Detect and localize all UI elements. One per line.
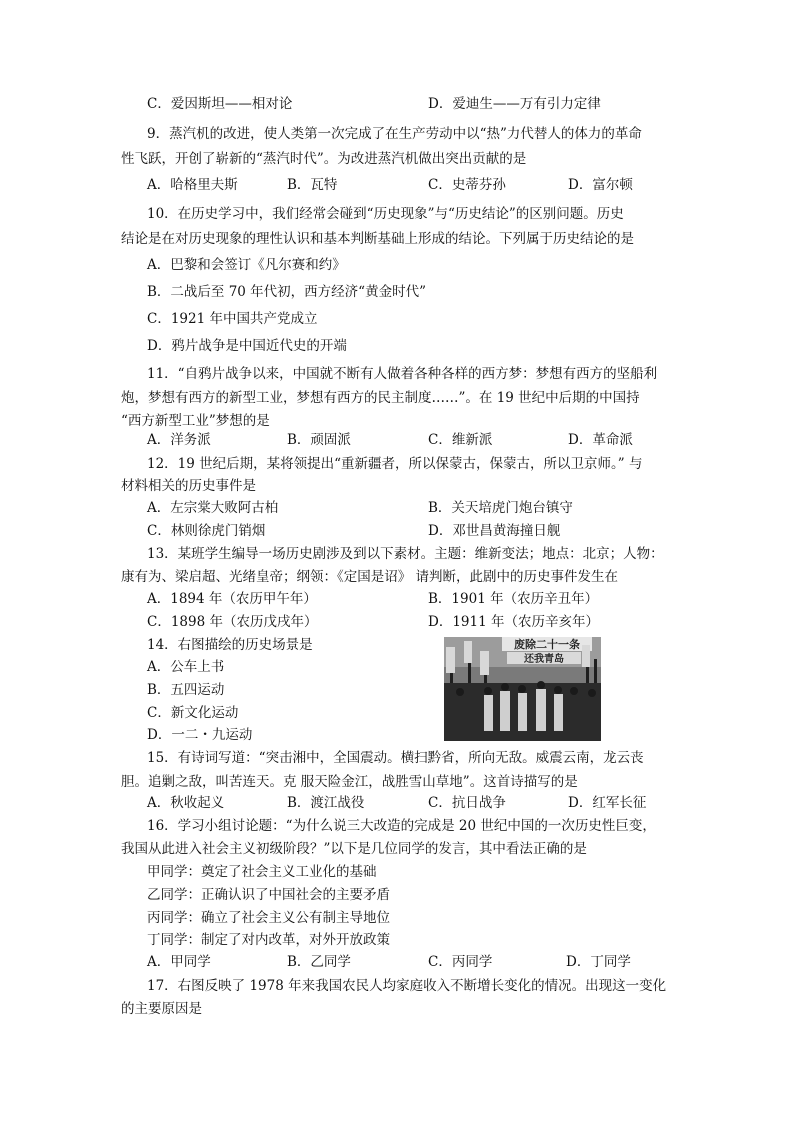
q11-stem-line2: 炮，梦想有西方的新型工业，梦想有西方的民主制度……”。在 19 世纪中后期的中国持 <box>121 390 640 406</box>
q11-option-c: C．维新派 <box>428 432 493 448</box>
q11-stem-line3: “西方新型工业”梦想的是 <box>121 413 270 429</box>
q16-option-a: A．甲同学 <box>147 954 211 970</box>
q9-option-d: D．富尔顿 <box>568 177 633 193</box>
q14-option-c: C．新文化运动 <box>147 705 239 721</box>
q9-option-b: B．瓦特 <box>287 177 338 193</box>
q11-stem-line1: 11．“自鸦片战争以来，中国就不断有人做着各种各样的西方梦：梦想有西方的坚船利 <box>147 366 658 382</box>
q12-stem-line1: 12．19 世纪后期，某将领提出“重新疆者，所以保蒙古，保蒙古，所以卫京师。” 与 <box>147 456 643 472</box>
q9-option-c: C．史蒂芬孙 <box>428 177 506 193</box>
q16-statement-bing: 丙同学：确立了社会主义公有制主导地位 <box>147 910 390 926</box>
q13-stem-line2: 康有为、梁启超、光绪皇帝；纲领：《定国是诏》 请判断，此剧中的历史事件发生在 <box>121 569 619 585</box>
q8-option-d: D．爱迪生——万有引力定律 <box>428 96 601 112</box>
q14-option-b: B．五四运动 <box>147 682 225 698</box>
q11-option-d: D．革命派 <box>568 432 633 448</box>
q16-option-d: D．丁同学 <box>566 954 631 970</box>
q15-option-b: B．渡江战役 <box>287 795 365 811</box>
q15-option-a: A．秋收起义 <box>147 795 225 811</box>
q14-stem: 14．右图描绘的历史场景是 <box>147 637 313 653</box>
q16-option-c: C．丙同学 <box>428 954 493 970</box>
q11-option-a: A．洋务派 <box>147 432 211 448</box>
banner-top-text: 废除二十一条 <box>514 638 580 651</box>
q9-option-a: A．哈格里夫斯 <box>147 177 238 193</box>
q9-stem-line1: 9．蒸汽机的改进，使人类第一次完成了在生产劳动中以“热”力代替人的体力的革命 <box>147 126 642 142</box>
q13-option-b: B．1901 年（农历辛丑年） <box>428 591 599 607</box>
q14-option-a: A．公车上书 <box>147 659 225 675</box>
q16-statement-yi: 乙同学：正确认识了中国社会的主要矛盾 <box>147 887 390 903</box>
q14-option-d: D．一二・九运动 <box>147 727 253 743</box>
q15-stem-line1: 15．有诗词写道：“突击湘中，全国震动。横扫黔省，所向无敌。威震云南，龙云丧 <box>147 750 644 766</box>
q12-option-b: B．关天培虎门炮台镇守 <box>428 500 573 516</box>
q15-stem-line2: 胆。追剿之敌，叫苦连天。克 服天险金江，战胜雪山草地”。这首诗描写的是 <box>121 774 578 790</box>
q10-stem-line2: 结论是在对历史现象的理性认识和基本判断基础上形成的结论。下列属于历史结论的是 <box>121 231 634 247</box>
q13-option-d: D．1911 年（农历辛亥年） <box>428 614 599 630</box>
may-fourth-protest-photo <box>444 637 601 741</box>
q12-option-c: C．林则徐虎门销烟 <box>147 523 266 539</box>
q13-option-a: A．1894 年（农历甲午年） <box>147 591 317 607</box>
q12-option-d: D．邓世昌黄海撞日舰 <box>428 523 561 539</box>
q16-statement-jia: 甲同学：奠定了社会主义工业化的基础 <box>147 864 377 880</box>
q10-option-b: B．二战后至 70 年代初，西方经济“黄金时代” <box>147 284 426 300</box>
q10-option-a: A．巴黎和会签订《凡尔赛和约》 <box>147 257 346 273</box>
q16-statement-ding: 丁同学：制定了对内改革，对外开放政策 <box>147 932 390 948</box>
q13-stem-line1: 13．某班学生编导一场历史剧涉及到以下素材。主题：维新变法；地点：北京；人物： <box>147 546 664 562</box>
q10-stem-line1: 10．在历史学习中，我们经常会碰到“历史现象”与“历史结论”的区别问题。历史 <box>147 206 624 222</box>
q10-option-c: C．1921 年中国共产党成立 <box>147 311 318 327</box>
q12-option-a: A．左宗棠大败阿古柏 <box>147 500 279 516</box>
q12-stem-line2: 材料相关的历史事件是 <box>121 478 256 494</box>
q16-stem-line1: 16．学习小组讨论题：“为什么说三大改造的完成是 20 世纪中国的一次历史性巨变， <box>147 818 656 834</box>
q15-option-d: D．红军长征 <box>568 795 647 811</box>
q15-option-c: C．抗日战争 <box>428 795 506 811</box>
q17-stem-line2: 的主要原因是 <box>121 1001 202 1017</box>
q9-stem-line2: 性飞跃，开创了崭新的“蒸汽时代”。为改进蒸汽机做出突出贡献的是 <box>121 151 527 167</box>
q16-stem-line2: 我国从此进入社会主义初级阶段？”以下是几位同学的发言，其中看法正确的是 <box>121 841 587 857</box>
q17-stem-line1: 17．右图反映了 1978 年来我国农民人均家庭收入不断增长变化的情况。出现这一变化 <box>147 978 667 994</box>
q13-option-c: C．1898 年（农历戊戌年） <box>147 614 318 630</box>
q16-option-b: B．乙同学 <box>287 954 351 970</box>
q11-option-b: B．顽固派 <box>287 432 351 448</box>
banner-bottom-text: 还我青岛 <box>524 654 564 665</box>
q10-option-d: D．鸦片战争是中国近代史的开端 <box>147 338 347 354</box>
q8-option-c: C．爱因斯坦——相对论 <box>147 96 293 112</box>
